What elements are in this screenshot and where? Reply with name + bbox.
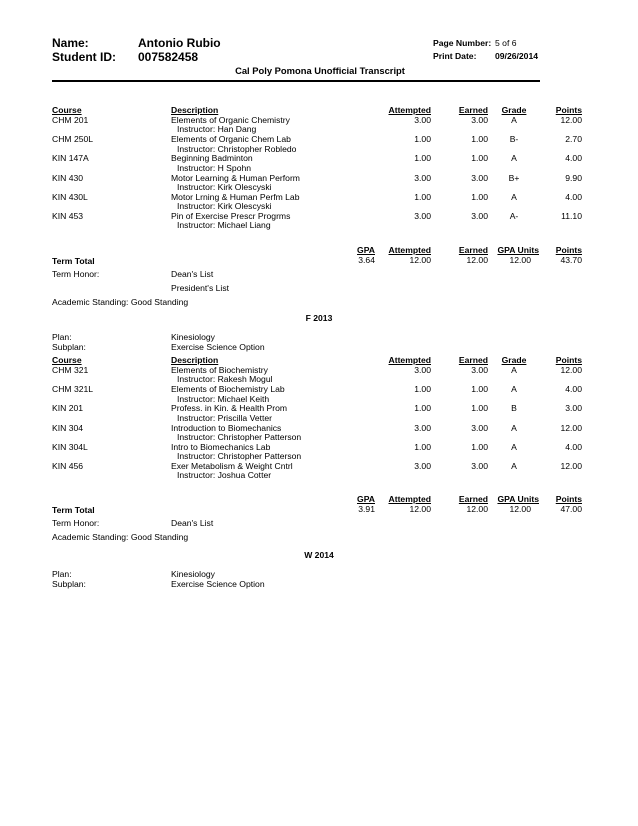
- course-description: Introduction to Biomechanics: [171, 422, 282, 433]
- course-instructor: Instructor: Kirk Olescyski: [177, 182, 272, 192]
- totals-header-points: Points: [555, 494, 582, 504]
- course-instructor: Instructor: Christopher Patterson: [177, 432, 302, 442]
- course-code: KIN 304: [52, 422, 84, 433]
- term-honor-value: President's List: [171, 283, 230, 293]
- totals-header-gpa-units: GPA Units: [497, 245, 539, 255]
- term-attempted: 12.00: [409, 255, 431, 265]
- totals-header-gpa-units: GPA Units: [497, 494, 539, 504]
- course-attempted: 1.00: [414, 134, 431, 145]
- course-instructor: Instructor: Christopher Robledo: [177, 143, 297, 154]
- course-instructor: Instructor: Michael Keith: [177, 393, 270, 404]
- course-earned: 1.00: [471, 403, 488, 414]
- course-attempted: 3.00: [414, 172, 431, 183]
- course-grade: A: [511, 441, 517, 452]
- course-attempted: 1.00: [414, 441, 431, 452]
- course-points: 11.10: [561, 211, 582, 221]
- totals-header-gpa: GPA: [357, 494, 375, 504]
- course-instructor: Instructor: Christopher Patterson: [177, 451, 302, 462]
- header-divider: [52, 80, 540, 82]
- course-code: CHM 250L: [52, 134, 94, 145]
- col-header-attempted: Attempted: [388, 105, 431, 115]
- name-label: Name:: [52, 36, 89, 50]
- course-description: Exer Metabolism & Weight Cntrl: [171, 461, 293, 471]
- course-code: CHM 321L: [52, 384, 94, 395]
- course-instructor: Instructor: Kirk Olescyski: [177, 201, 272, 212]
- col-header-course: Course: [52, 105, 82, 115]
- course-instructor: Instructor: Joshua Cotter: [177, 470, 272, 481]
- course-grade: A: [511, 365, 517, 375]
- term3-plan-value: Kinesiology: [171, 569, 215, 579]
- student-id-label: Student ID:: [52, 50, 116, 64]
- course-attempted: 3.00: [414, 365, 431, 375]
- term-total-label: Term Total: [52, 256, 95, 266]
- course-earned: 1.00: [471, 153, 488, 164]
- course-points: 12.00: [560, 115, 582, 125]
- course-code: KIN 453: [52, 211, 84, 221]
- course-grade: B+: [508, 172, 520, 183]
- course-earned: 1.00: [471, 441, 488, 452]
- course-earned: 3.00: [471, 422, 488, 433]
- term-total-label: Term Total: [52, 505, 95, 515]
- term-points: 47.00: [560, 504, 582, 514]
- course-points: 3.00: [565, 403, 582, 414]
- page-number-value: 5 of 6: [495, 38, 517, 48]
- col-header-grade: Grade: [501, 355, 527, 365]
- term-gpa: 3.64: [358, 255, 375, 265]
- course-grade: A: [511, 422, 517, 433]
- term2-name: F 2013: [305, 313, 333, 323]
- totals-header-earned: Earned: [458, 494, 488, 504]
- course-points: 9.90: [565, 172, 582, 183]
- course-instructor: Instructor: Han Dang: [177, 124, 257, 135]
- page-title: Cal Poly Pomona Unofficial Transcript: [235, 65, 405, 76]
- term-honor-value: Dean's List: [171, 518, 214, 528]
- course-attempted: 1.00: [414, 153, 431, 164]
- term-attempted: 12.00: [409, 504, 431, 514]
- term2-plan-value: Kinesiology: [171, 332, 215, 342]
- student-id-value: 007582458: [138, 50, 199, 64]
- term-earned: 12.00: [466, 504, 488, 514]
- course-description: Motor Lrning & Human Perfm Lab: [171, 191, 300, 202]
- course-description: Elements of Biochemistry: [171, 365, 268, 375]
- col-header-grade: Grade: [501, 105, 527, 115]
- course-attempted: 1.00: [414, 403, 431, 414]
- term-earned: 12.00: [466, 255, 488, 265]
- course-attempted: 1.00: [414, 191, 431, 202]
- col-header-course: Course: [52, 355, 82, 365]
- course-points: 12.00: [560, 461, 582, 471]
- print-date-label: Print Date:: [433, 51, 477, 61]
- col-header-earned: Earned: [458, 355, 488, 365]
- course-code: KIN 456: [52, 461, 84, 471]
- course-instructor: Instructor: Priscilla Vetter: [177, 412, 273, 423]
- course-code: CHM 321: [52, 365, 89, 375]
- course-code: KIN 201: [52, 403, 84, 414]
- course-earned: 1.00: [471, 134, 488, 145]
- col-header-earned: Earned: [458, 105, 488, 115]
- name-value: Antonio Rubio: [138, 36, 221, 50]
- course-description: Elements of Organic Chemistry: [171, 115, 290, 125]
- totals-header-points: Points: [555, 245, 582, 255]
- course-points: 12.00: [560, 422, 582, 433]
- col-header-attempted: Attempted: [388, 355, 431, 365]
- course-attempted: 3.00: [414, 461, 431, 471]
- academic-standing: Academic Standing: Good Standing: [52, 532, 189, 542]
- term-gpa: 3.91: [358, 504, 375, 514]
- course-grade: A: [511, 153, 517, 164]
- term3-name: W 2014: [304, 550, 334, 560]
- term-gpa-units: 12.00: [509, 504, 531, 514]
- course-earned: 1.00: [471, 191, 488, 202]
- course-grade: B: [511, 403, 517, 414]
- col-header-points: Points: [555, 355, 582, 365]
- course-earned: 3.00: [471, 461, 488, 471]
- term3-subplan-value: Exercise Science Option: [171, 579, 265, 589]
- course-code: KIN 430L: [52, 191, 88, 202]
- course-points: 4.00: [565, 384, 582, 395]
- totals-header-attempted: Attempted: [388, 245, 431, 255]
- col-header-description: Description: [171, 105, 219, 115]
- col-header-points: Points: [555, 105, 582, 115]
- course-code: KIN 430: [52, 172, 84, 183]
- course-code: KIN 304L: [52, 441, 88, 452]
- print-date-value: 09/26/2014: [495, 51, 539, 61]
- course-description: Motor Learning & Human Perform: [171, 172, 300, 183]
- term-honor-label: Term Honor:: [52, 518, 100, 528]
- academic-standing: Academic Standing: Good Standing: [52, 297, 189, 307]
- course-attempted: 3.00: [414, 115, 431, 125]
- page-number-label: Page Number:: [433, 38, 492, 48]
- course-grade: A: [511, 191, 517, 202]
- course-points: 2.70: [565, 134, 582, 145]
- course-points: 12.00: [560, 365, 582, 375]
- totals-header-earned: Earned: [458, 245, 488, 255]
- term3-subplan-label: Subplan:: [52, 579, 86, 589]
- term3-plan-label: Plan:: [52, 569, 72, 579]
- course-grade: B-: [509, 134, 519, 145]
- term-honor-value: Dean's List: [171, 269, 214, 279]
- course-points: 4.00: [565, 441, 582, 452]
- course-instructor: Instructor: H Spohn: [177, 162, 252, 173]
- course-points: 4.00: [565, 153, 582, 164]
- course-instructor: Instructor: Rakesh Mogul: [177, 374, 273, 385]
- totals-header-gpa: GPA: [357, 245, 375, 255]
- term-gpa-units: 12.00: [509, 255, 531, 265]
- course-points: 4.00: [565, 191, 582, 202]
- course-instructor: Instructor: Michael Liang: [177, 220, 271, 231]
- course-earned: 1.00: [471, 384, 488, 395]
- course-description: Pin of Exercise Prescr Progrms: [171, 211, 291, 221]
- term2-subplan-label: Subplan:: [52, 342, 86, 352]
- course-earned: 3.00: [471, 211, 488, 221]
- course-description: Elements of Biochemistry Lab: [171, 384, 285, 395]
- course-attempted: 1.00: [414, 384, 431, 395]
- course-description: Intro to Biomechanics Lab: [171, 441, 271, 452]
- totals-header-attempted: Attempted: [388, 494, 431, 504]
- course-description: Profess. in Kin. & Health Prom: [171, 403, 288, 414]
- course-grade: A: [511, 115, 517, 125]
- course-earned: 3.00: [471, 115, 488, 125]
- course-description: Beginning Badminton: [171, 153, 253, 164]
- course-attempted: 3.00: [414, 422, 431, 433]
- term2-subplan-value: Exercise Science Option: [171, 342, 265, 352]
- course-grade: A: [511, 384, 517, 395]
- course-grade: A: [511, 461, 517, 471]
- course-code: KIN 147A: [52, 153, 89, 164]
- term2-plan-label: Plan:: [52, 332, 72, 342]
- course-code: CHM 201: [52, 115, 89, 125]
- course-grade: A-: [509, 211, 519, 221]
- term-points: 43.70: [560, 255, 582, 265]
- course-earned: 3.00: [471, 172, 488, 183]
- col-header-description: Description: [171, 355, 219, 365]
- course-earned: 3.00: [471, 365, 488, 375]
- course-attempted: 3.00: [414, 211, 431, 221]
- term-honor-label: Term Honor:: [52, 269, 100, 279]
- course-description: Elements of Organic Chem Lab: [171, 134, 291, 145]
